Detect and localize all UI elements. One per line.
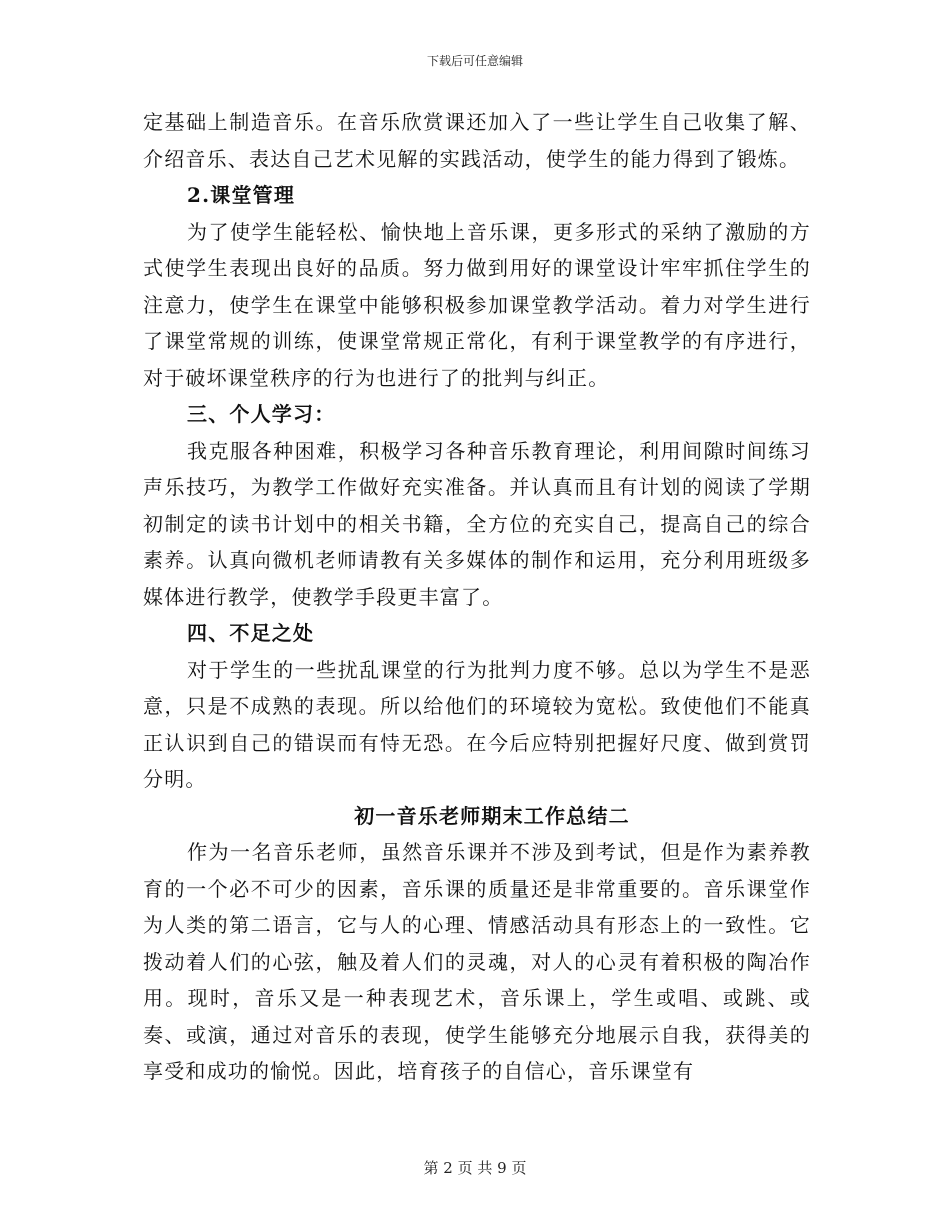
heading-classroom-management: 2.课堂管理 bbox=[187, 183, 296, 207]
document-body bbox=[143, 104, 811, 1090]
heading-personal-study: 三、个人学习： bbox=[187, 402, 336, 426]
paragraph-summary-two: 作为一名音乐老师，虽然音乐课并不涉及到考试，但是作为素养教育的一个必不可少的因素，音乐课的质量还是非常重要的。音乐课堂作为人类的第二语言，它与人的心理、情感活动具有形态上的一致性。它拨动着人们的心弦，触及着人们的灵魂，对人的心灵有着积极的陶冶作用。现时，音乐又是一种表现艺术，音乐课上，学生或唱、或跳、或奏、或演，通过对音乐的表现，使学生能够充分地展示自我，获得美的享受和成功的愉悦。因此，培育孩子的自信心，音乐课堂有 bbox=[143, 840, 811, 1083]
heading-shortcomings: 四、不足之处 bbox=[187, 621, 315, 645]
page-number: 第 2 页 共 9 页 bbox=[423, 1159, 527, 1177]
paragraph-intro: 定基础上制造音乐。在音乐欣赏课还加入了一些让学生自己收集了解、介绍音乐、表达自己艺术见解的实践活动，使学生的能力得到了锻炼。 bbox=[143, 110, 811, 171]
paragraph-classroom-management: 为了使学生能轻松、愉快地上音乐课，更多形式的采纳了激励的方式使学生表现出良好的品质。努力做到用好的课堂设计牢牢抓住学生的注意力，使学生在课堂中能够积极参加课堂教学活动。着力对学生进行了课堂常规的训练，使课堂常规正常化，有利于课堂教学的有序进行，对于破坏课堂秩序的行为也进行了的批判与纠正。 bbox=[143, 219, 811, 390]
page-header: 下载后可任意编辑 bbox=[426, 54, 523, 68]
paragraph-personal-study: 我克服各种困难，积极学习各种音乐教育理论，利用间隙时间练习声乐技巧，为教学工作做好充实准备。并认真而且有计划的阅读了学期初制定的读书计划中的相关书籍，全方位的充实自己，提高自己的综合素养。认真向微机老师请教有关多媒体的制作和运用，充分利用班级多媒体进行教学，使教学手段更丰富了。 bbox=[143, 438, 811, 609]
paragraph-shortcomings: 对于学生的一些扰乱课堂的行为批判力度不够。总以为学生不是恶意，只是不成熟的表现。所以给他们的环境较为宽松。致使他们不能真正认识到自己的错误而有恃无恐。在今后应特别把握好尺度、做到赏罚分明。 bbox=[143, 657, 811, 791]
section-title-summary-two: 初一音乐老师期末工作总结二 bbox=[354, 803, 630, 828]
